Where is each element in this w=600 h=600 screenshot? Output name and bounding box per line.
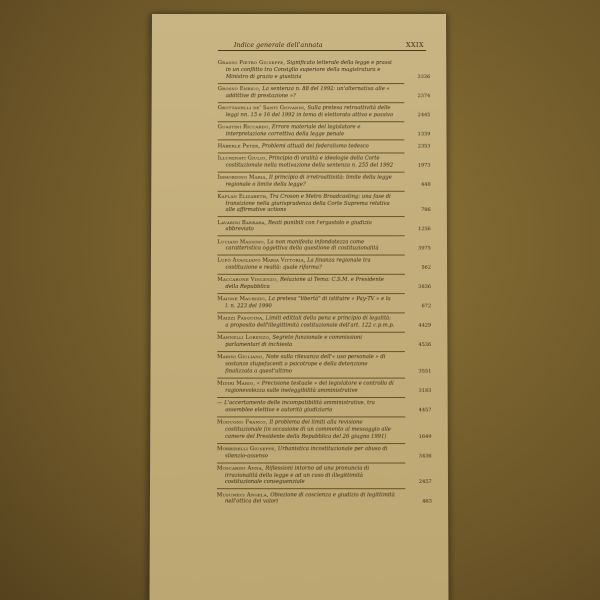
entry-page: 3551 [418,368,432,375]
entry-author: Kaplan Elizabeth, [217,193,268,200]
entry-page: 448 [421,181,431,188]
entry-separator [217,416,405,417]
index-entry [217,143,431,150]
entry-page: 1256 [417,226,431,233]
index-entry [217,238,431,253]
entry-author: Lupò Avagliano Maria Vittoria, [217,258,306,265]
entry-page: 4457 [418,407,432,414]
index-entry [217,315,432,330]
entry-page: 3836 [418,284,432,291]
entry-page: 2457 [418,479,432,486]
entry-title: Tra Croson e Metro Broadcasting: una fase di transizione nella giurisprudenza della Corte Suprema relativa alle affirmative actions [225,193,391,214]
entry-separator [218,140,405,141]
entry-author: — [217,400,223,407]
entry-page: 2445 [417,111,431,118]
entry-separator [217,397,405,398]
entry-author: Morbidelli Giuseppe, [216,445,277,453]
entry-separator [218,171,405,172]
entry-page: 1339 [417,130,431,137]
entry-separator [217,274,404,275]
running-title: Indice generale dell'annata [233,41,323,50]
entry-page: 786 [421,207,431,214]
entry-separator [217,313,405,314]
entry-title: Problemi attuali del federalismo tedesco [261,143,369,150]
entry-author: Mannelli Lorenzo, [217,335,271,342]
entry-page: 3436 [418,452,432,460]
index-entry [217,400,432,414]
entry-title: Il problema dei limiti alla revisione costituzionale (in occasione di un commento al messaggio alle camere del Presidente della Repubblica del 26 giugno 1991) [225,419,391,440]
entry-title: Limiti edittali della pena e principio di legalità: a proposito dell'illegittimità costituzionale dell'art. 122 c.p.m.p. [225,315,395,329]
entry-page: 2374 [417,92,431,99]
entry-author: Häberle Peter, [217,143,261,150]
entry-title: La finanza regionale tra costituzione e realtà: quale riforma? [225,258,371,272]
entry-author: Grosso Enrico, [217,85,261,92]
entry-page: 3336 [417,73,431,80]
entry-title: Note sulla rilevanza dell'« uso personale » di sostanze stupefacenti o psicotrope e della detenzione finalizzata a quest'ultimo [225,354,386,375]
entry-title: Reati punibili con l'ergastolo e giudizio abbreviato [225,219,372,233]
entry-title: Il principio di irretroattività: limite della legge regionale o limite della legge? [225,174,392,188]
index-entry [217,258,431,272]
index-entry [217,60,431,80]
entry-author: Lavarini Barbara, [217,219,267,226]
entry-title: Significato letterale della legge e prassi in un conflitto tra Consiglio superiore della magistratura e Ministro di grazia e giustizia [225,60,392,80]
index-entry [217,277,432,291]
entry-author: Marini Giuliano, [217,354,265,361]
book-page [149,14,448,600]
entry-separator [217,462,405,463]
entry-page: 562 [421,264,431,272]
entry-page: 463 [422,498,432,505]
entry-page: 3183 [418,387,432,394]
entry-title: L'accertamento delle incompatibilità amministrative, tra assemblee elettive e autorità giudiziaria [224,400,375,414]
index-entry [217,296,432,311]
entry-separator [217,236,404,237]
page-number: XXIX [405,41,425,50]
index-entry [217,85,431,100]
entry-page: 4536 [418,342,432,349]
entry-separator [218,190,405,191]
entry-page: 2353 [417,143,431,150]
index-entry [217,123,431,138]
entry-title: Relazione al Tema: C.S.M. e Presidente della Repubblica [225,277,385,291]
index-entry [217,193,431,215]
entry-author: Grasso Pietro Giuseppe, [217,60,286,67]
entry-title: « Precisione testuale » del legislatore e controllo di ragionevolezza sulle ineleggibilità amministrative [225,380,394,394]
entry-author: Musumeci Angela, [216,491,269,498]
index-entry [217,155,431,169]
entry-separator [218,216,405,217]
index-entry [217,354,432,375]
entry-author: Luciani Massimo, [217,238,266,245]
entry-separator [217,443,405,444]
entry-title: Obiezione di coscienza e giudizio di legittimità nell'ottica dei valori [224,491,395,505]
entry-author: Maizzi Pasquina, [217,315,265,322]
entry-title: La sentenza n. 88 del 1992: un'alternativa alle « addittive di prestazione »? [225,85,390,99]
entry-author: Moscarini Anna, [216,465,264,472]
entry-author: Illuminati Giulio, [217,155,268,162]
entry-author: Grottanelli de' Santi Giovanni, [217,104,306,111]
entry-title: Principio di oralità e ideologie della Corte costituzionale nella motivazione della sentenza n. 255 del 1992 [225,155,394,169]
entry-page: 4429 [418,322,432,329]
header-rule [218,50,426,51]
index-entries [216,60,432,506]
index-entry [217,104,431,119]
index-entry [217,419,432,441]
entry-separator [217,489,406,490]
entry-separator [217,377,405,378]
entry-author: Guastini Riccardo, [217,123,271,131]
index-entry [217,219,431,234]
entry-author: Modugno Franco, [217,419,268,426]
entry-title: Segreto funzionale e commissioni parlamentari di inchiesta [225,335,362,349]
entry-author: Midiri Mario, [217,380,256,387]
entry-separator [217,255,404,256]
index-entry [216,491,432,506]
entry-title: Sulla pretesa retroattività delle leggi nn. 15 e 16 del 1992 in tema di elettorato attivo e passivo [225,104,394,118]
entry-author: Maione Maurizio, [217,296,267,303]
entry-title: La pretesa "libertà" di istituire « Pay-TV » e la l. n. 223 del 1990 [225,296,391,310]
entry-title: Errore materiale del legislatore e interpretazione correttiva della legge penale [225,123,361,137]
index-entry [216,445,432,460]
entry-title: Urbanistica incostituzionale per abuso di silenzio-assenso [225,445,388,460]
entry-page: 3975 [418,245,431,252]
entry-author: Immordino Maria, [217,174,268,181]
entry-separator [217,293,405,294]
entry-page: 1973 [417,162,431,169]
running-head [152,14,446,48]
entry-separator [218,83,404,84]
entry-page: 1649 [418,433,432,440]
entry-separator [218,102,404,103]
index-entry [217,335,432,349]
entry-separator [217,332,405,333]
entry-separator [218,152,405,153]
entry-separator [218,121,405,122]
entry-author: Maccarone Vincenzo, [217,277,279,284]
index-entry [217,174,431,188]
entry-title: Riflessioni intorno ad una pronuncia di irrazionalità della legge e ad un caso di illegittimità costituzionale conseguenziale [224,465,370,486]
entry-separator [217,351,405,352]
index-entry [217,380,432,395]
entry-title: La non manifesta infondatezza come caratteristica oggettiva della questione di costituzionalità [225,238,379,252]
index-entry [216,465,432,486]
entry-page: 672 [421,303,432,310]
